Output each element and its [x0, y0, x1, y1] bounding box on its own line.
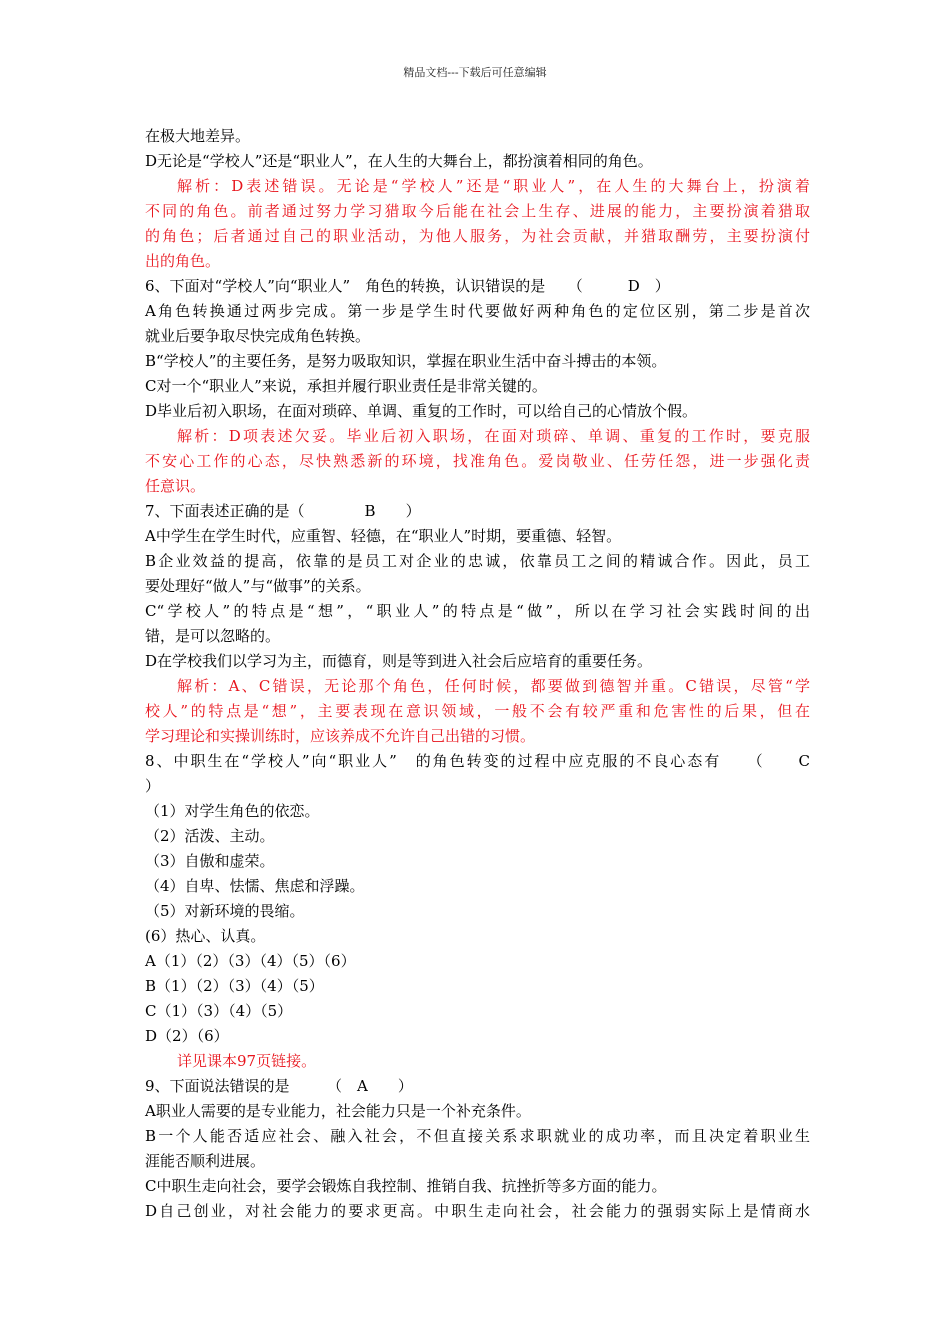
text-line: （2）活泼、主动。 — [145, 827, 275, 845]
text-line: 6、下面对“学校人”向“职业人” 角色的转换，认识错误的是 （ D ） — [145, 277, 670, 295]
analysis-line: 解析：D项表述欠妥。毕业后初入职场，在面对琐碎、单调、重复的工作时，要克服 — [177, 427, 810, 445]
text-line: 错，是可以忽略的。 — [145, 627, 281, 645]
page-header: 精品文档---下载后可任意编辑 — [403, 66, 547, 79]
text-line: B（1）（2）（3）（4）（5） — [145, 977, 324, 995]
text-line: D无论是“学校人”还是“职业人”，在人生的大舞台上，都扮演着相同的角色。 — [145, 152, 653, 170]
text-line: A角色转换通过两步完成。第一步是学生时代要做好两种角色的定位区别，第二步是首次 — [145, 302, 810, 320]
text-line: D自己创业，对社会能力的要求更高。中职生走向社会，社会能力的强弱实际上是情商水 — [145, 1202, 810, 1220]
text-line: A（1）（2）（3）（4）（5）（6） — [145, 952, 356, 970]
text-line: B一个人能否适应社会、融入社会，不但直接关系求职就业的成功率，而且决定着职业生 — [145, 1127, 810, 1145]
text-line: 8、中职生在“学校人”向“职业人” 的角色转变的过程中应克服的不良心态有 （ C — [145, 752, 810, 770]
text-line: D在学校我们以学习为主，而德育，则是等到进入社会后应培育的重要任务。 — [145, 652, 653, 670]
text-line: (6）热心、认真。 — [145, 927, 266, 945]
text-line: 涯能否顺利进展。 — [145, 1152, 266, 1170]
analysis-line: 学习理论和实操训练时，应该养成不允许自己出错的习惯。 — [145, 727, 536, 745]
text-line: （3）自傲和虚荣。 — [145, 852, 275, 870]
text-line: D（2）（6） — [145, 1027, 229, 1045]
text-line: A中学生在学生时代，应重智、轻德，在“职业人”时期，要重德、轻智。 — [145, 527, 622, 545]
text-line: 9、下面说法错误的是 （ A ） — [145, 1077, 413, 1095]
analysis-line: 校人”的特点是“想”，主要表现在意识领域，一般不会有较严重和危害性的后果，但在 — [145, 702, 810, 720]
analysis-line: 解析：A、C错误，无论那个角色，任何时候，都要做到德智并重。C错误，尽管“学 — [177, 677, 810, 695]
text-line: B“学校人”的主要任务，是努力吸取知识，掌握在职业生活中奋斗搏击的本领。 — [145, 352, 667, 370]
text-line: C“学校人”的特点是“想”，“职业人”的特点是“做”，所以在学习社会实践时间的出 — [145, 602, 810, 620]
text-line: 要处理好“做人”与“做事”的关系。 — [145, 577, 371, 595]
text-line: （5）对新环境的畏缩。 — [145, 902, 305, 920]
analysis-line: 出的角色。 — [145, 252, 221, 270]
analysis-line: 解析：D表述错误。无论是“学校人”还是“职业人”，在人生的大舞台上，扮演着 — [177, 177, 810, 195]
text-line: C（1）（3）（4）（5） — [145, 1002, 293, 1020]
text-line: 7、下面表述正确的是（ B ） — [145, 502, 421, 520]
text-line: （4）自卑、怯懦、焦虑和浮躁。 — [145, 877, 365, 895]
text-line: 就业后要争取尽快完成角色转换。 — [145, 327, 371, 345]
analysis-line: 不安心工作的心态，尽快熟悉新的环境，找准角色。爱岗敬业、任劳任怨，进一步强化责 — [145, 452, 810, 470]
text-line: C中职生走向社会，要学会锻炼自我控制、推销自我、抗挫折等多方面的能力。 — [145, 1177, 667, 1195]
analysis-line: 的角色；后者通过自己的职业活动，为他人服务，为社会贡献，并猎取酬劳，主要扮演付 — [145, 227, 810, 245]
analysis-line: 任意识。 — [145, 477, 206, 495]
text-line: B企业效益的提高，依靠的是员工对企业的忠诚，依靠员工之间的精诚合作。因此，员工 — [145, 552, 810, 570]
text-line: （1）对学生角色的依恋。 — [145, 802, 320, 820]
text-line: A职业人需要的是专业能力，社会能力只是一个补充条件。 — [145, 1102, 531, 1120]
analysis-line: 详见课本97页链接。 — [177, 1052, 317, 1070]
document-body — [145, 124, 810, 1224]
text-line: 在极大地差异。 — [145, 127, 251, 145]
text-line: ） — [145, 777, 161, 795]
analysis-line: 不同的角色。前者通过努力学习猎取今后能在社会上生存、进展的能力，主要扮演着猎取 — [145, 202, 810, 220]
text-line: C对一个“职业人”来说，承担并履行职业责任是非常关键的。 — [145, 377, 547, 395]
text-line: D毕业后初入职场，在面对琐碎、单调、重复的工作时，可以给自己的心情放个假。 — [145, 402, 698, 420]
